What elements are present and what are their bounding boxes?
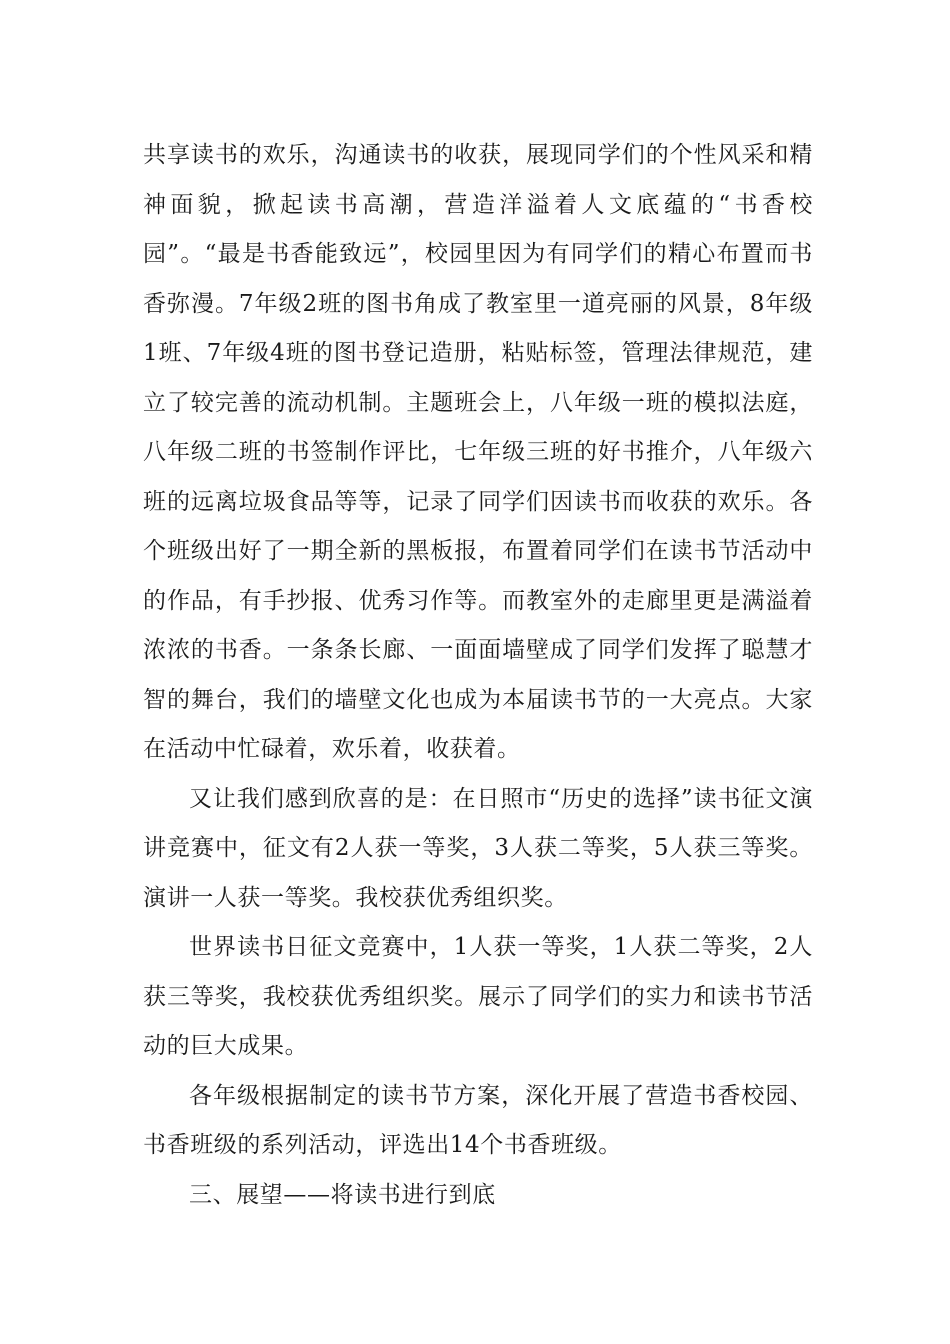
- paragraph-book-fragrance-classes: 各年级根据制定的读书节方案，深化开展了营造书香校园、书香班级的系列活动，评选出14个书香班级。: [143, 1082, 813, 1158]
- paragraph-world-book-day-awards: 世界读书日征文竞赛中，1人获一等奖，1人获二等奖，2人获三等奖，我校获优秀组织奖。展示了同学们的实力和读书节活动的巨大成果。: [143, 934, 813, 1059]
- paragraph-rizhao-contest-awards: 又让我们感到欣喜的是：在日照市“历史的选择”读书征文演讲竞赛中，征文有2人获一等奖，3人获二等奖，5人获三等奖。演讲一人获一等奖。我校获优秀组织奖。: [143, 785, 813, 911]
- paragraph-reading-festival-activities: 共享读书的欢乐，沟通读书的收获，展现同学们的个性风采和精神面貌，掀起读书高潮，营造洋溢着人文底蕴的“书香校园”。“最是书香能致远”，校园里因为有同学们的精心布置而书香弥漫。7年级2班的图书角成了教室里一道亮丽的风景，8年级1班、7年级4班的图书登记造册，粘贴标签，管理法律规范，建立了较完善的流动机制。主题班会上，八年级一班的模拟法庭，八年级二班的书签制作评比，七年级三班的好书推介，八年级六班的远离垃圾食品等等，记录了同学们因读书而收获的欢乐。各个班级出好了一期全新的黑板报，布置着同学们在读书节活动中的作品，有手抄报、优秀习作等。而教室外的走廊里更是满溢着浓浓的书香。一条条长廊、一面面墙壁成了同学们发挥了聪慧才智的舞台，我们的墙壁文化也成为本届读书节的一大亮点。大家在活动中忙碌着，欢乐着，收获着。: [143, 142, 813, 762]
- document-body: [143, 131, 813, 1220]
- section-heading-outlook: 三、展望——将读书进行到底: [189, 1181, 496, 1208]
